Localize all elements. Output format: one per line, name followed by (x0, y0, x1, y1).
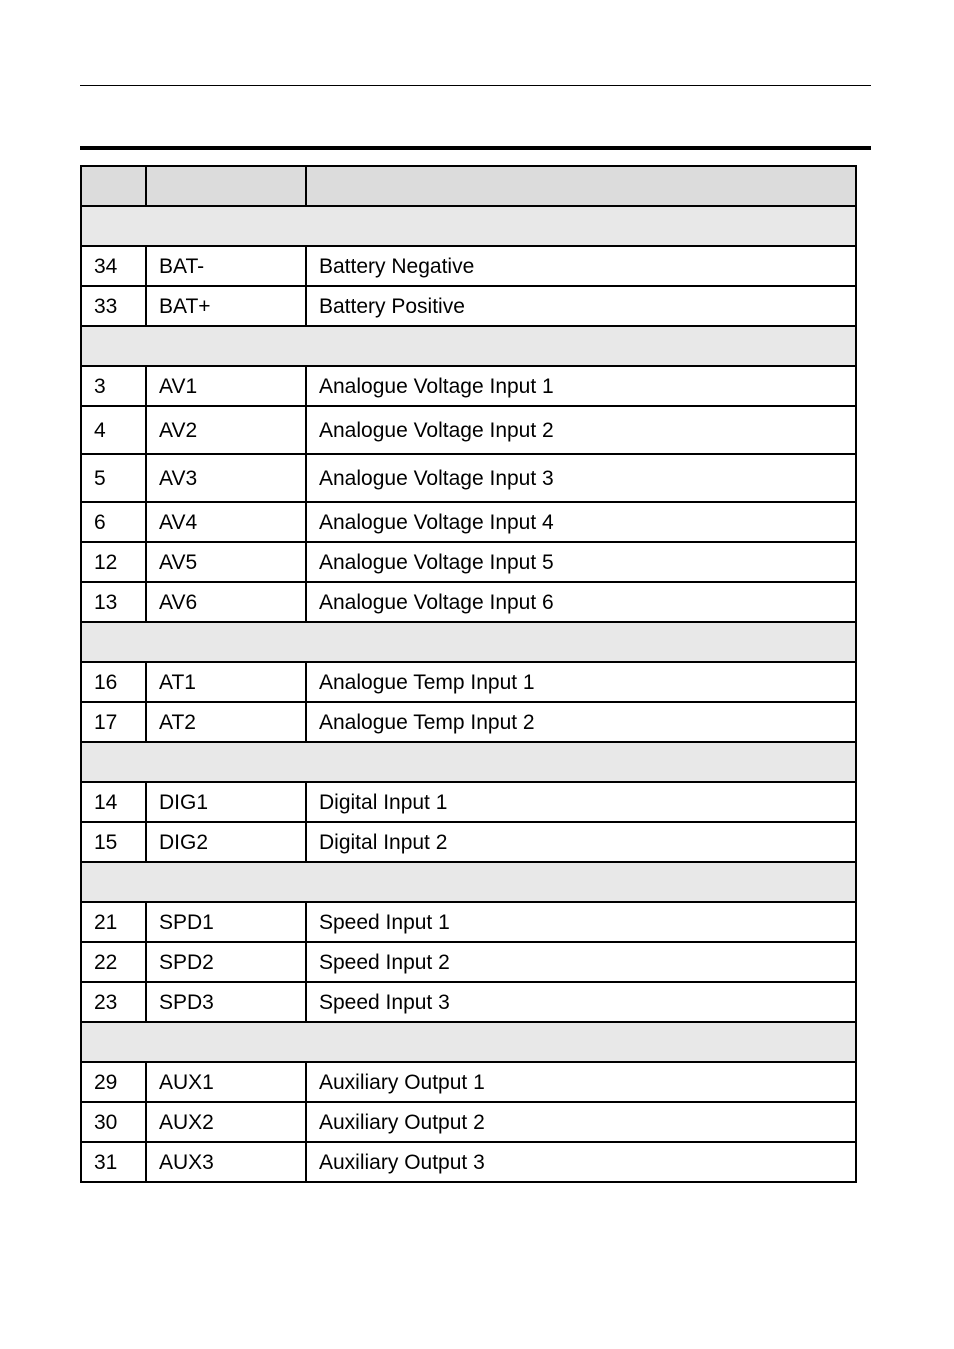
header-description (306, 166, 856, 206)
section-title (81, 206, 856, 246)
table-row (81, 982, 856, 1022)
header-signal (146, 166, 306, 206)
signal-cell: DIG1 (146, 782, 306, 822)
table-row (81, 246, 856, 286)
pin-cell: 6 (81, 502, 146, 542)
pin-cell: 13 (81, 582, 146, 622)
table-row (81, 454, 856, 502)
section-rule (80, 146, 871, 150)
header-rule (80, 85, 871, 86)
section-row-power (81, 206, 856, 246)
pin-cell: 29 (81, 1062, 146, 1102)
signal-cell: AV2 (146, 406, 306, 454)
signal-cell: DIG2 (146, 822, 306, 862)
section-row-auxiliary (81, 1022, 856, 1062)
pin-table (80, 165, 857, 1183)
description-cell: Analogue Voltage Input 3 (306, 454, 856, 502)
description-cell: Analogue Voltage Input 1 (306, 366, 856, 406)
section-title (81, 862, 856, 902)
pin-cell: 17 (81, 702, 146, 742)
section-title (81, 622, 856, 662)
table-row (81, 782, 856, 822)
signal-cell: AV4 (146, 502, 306, 542)
pin-cell: 3 (81, 366, 146, 406)
description-cell: Auxiliary Output 3 (306, 1142, 856, 1182)
signal-cell: AUX1 (146, 1062, 306, 1102)
header-pin (81, 166, 146, 206)
description-cell: Speed Input 1 (306, 902, 856, 942)
table-row (81, 1102, 856, 1142)
signal-cell: AUX2 (146, 1102, 306, 1142)
signal-cell: AV5 (146, 542, 306, 582)
description-cell: Analogue Voltage Input 4 (306, 502, 856, 542)
description-cell: Digital Input 2 (306, 822, 856, 862)
section-title (81, 1022, 856, 1062)
signal-cell: AV6 (146, 582, 306, 622)
table-row (81, 702, 856, 742)
description-cell: Auxiliary Output 2 (306, 1102, 856, 1142)
pin-cell: 34 (81, 246, 146, 286)
signal-cell: AUX3 (146, 1142, 306, 1182)
pin-cell: 21 (81, 902, 146, 942)
section-row-analogue-temp (81, 622, 856, 662)
pin-cell: 33 (81, 286, 146, 326)
section-row-speed (81, 862, 856, 902)
description-cell: Digital Input 1 (306, 782, 856, 822)
pin-cell: 23 (81, 982, 146, 1022)
description-cell: Analogue Voltage Input 5 (306, 542, 856, 582)
description-cell: Auxiliary Output 1 (306, 1062, 856, 1102)
description-cell: Analogue Voltage Input 6 (306, 582, 856, 622)
signal-cell: AV1 (146, 366, 306, 406)
pin-cell: 14 (81, 782, 146, 822)
table-row (81, 902, 856, 942)
pin-cell: 5 (81, 454, 146, 502)
table-row (81, 662, 856, 702)
description-cell: Speed Input 3 (306, 982, 856, 1022)
description-cell: Analogue Temp Input 2 (306, 702, 856, 742)
pin-cell: 16 (81, 662, 146, 702)
table-row (81, 1142, 856, 1182)
pin-cell: 15 (81, 822, 146, 862)
table-row (81, 942, 856, 982)
section-row-analogue-voltage (81, 326, 856, 366)
table-header-row (81, 166, 856, 206)
signal-cell: SPD2 (146, 942, 306, 982)
table-row (81, 406, 856, 454)
description-cell: Speed Input 2 (306, 942, 856, 982)
table-row (81, 1062, 856, 1102)
section-row-digital (81, 742, 856, 782)
table-row (81, 286, 856, 326)
description-cell: Battery Positive (306, 286, 856, 326)
signal-cell: AT2 (146, 702, 306, 742)
description-cell: Analogue Temp Input 1 (306, 662, 856, 702)
table-row (81, 542, 856, 582)
description-cell: Analogue Voltage Input 2 (306, 406, 856, 454)
section-title (81, 742, 856, 782)
signal-cell: AT1 (146, 662, 306, 702)
table-row (81, 502, 856, 542)
pin-cell: 31 (81, 1142, 146, 1182)
pin-cell: 22 (81, 942, 146, 982)
signal-cell: BAT+ (146, 286, 306, 326)
signal-cell: SPD3 (146, 982, 306, 1022)
table-row (81, 582, 856, 622)
table-row (81, 822, 856, 862)
description-cell: Battery Negative (306, 246, 856, 286)
table-row (81, 366, 856, 406)
pin-cell: 12 (81, 542, 146, 582)
pin-cell: 30 (81, 1102, 146, 1142)
signal-cell: BAT- (146, 246, 306, 286)
signal-cell: SPD1 (146, 902, 306, 942)
signal-cell: AV3 (146, 454, 306, 502)
pin-cell: 4 (81, 406, 146, 454)
section-title (81, 326, 856, 366)
